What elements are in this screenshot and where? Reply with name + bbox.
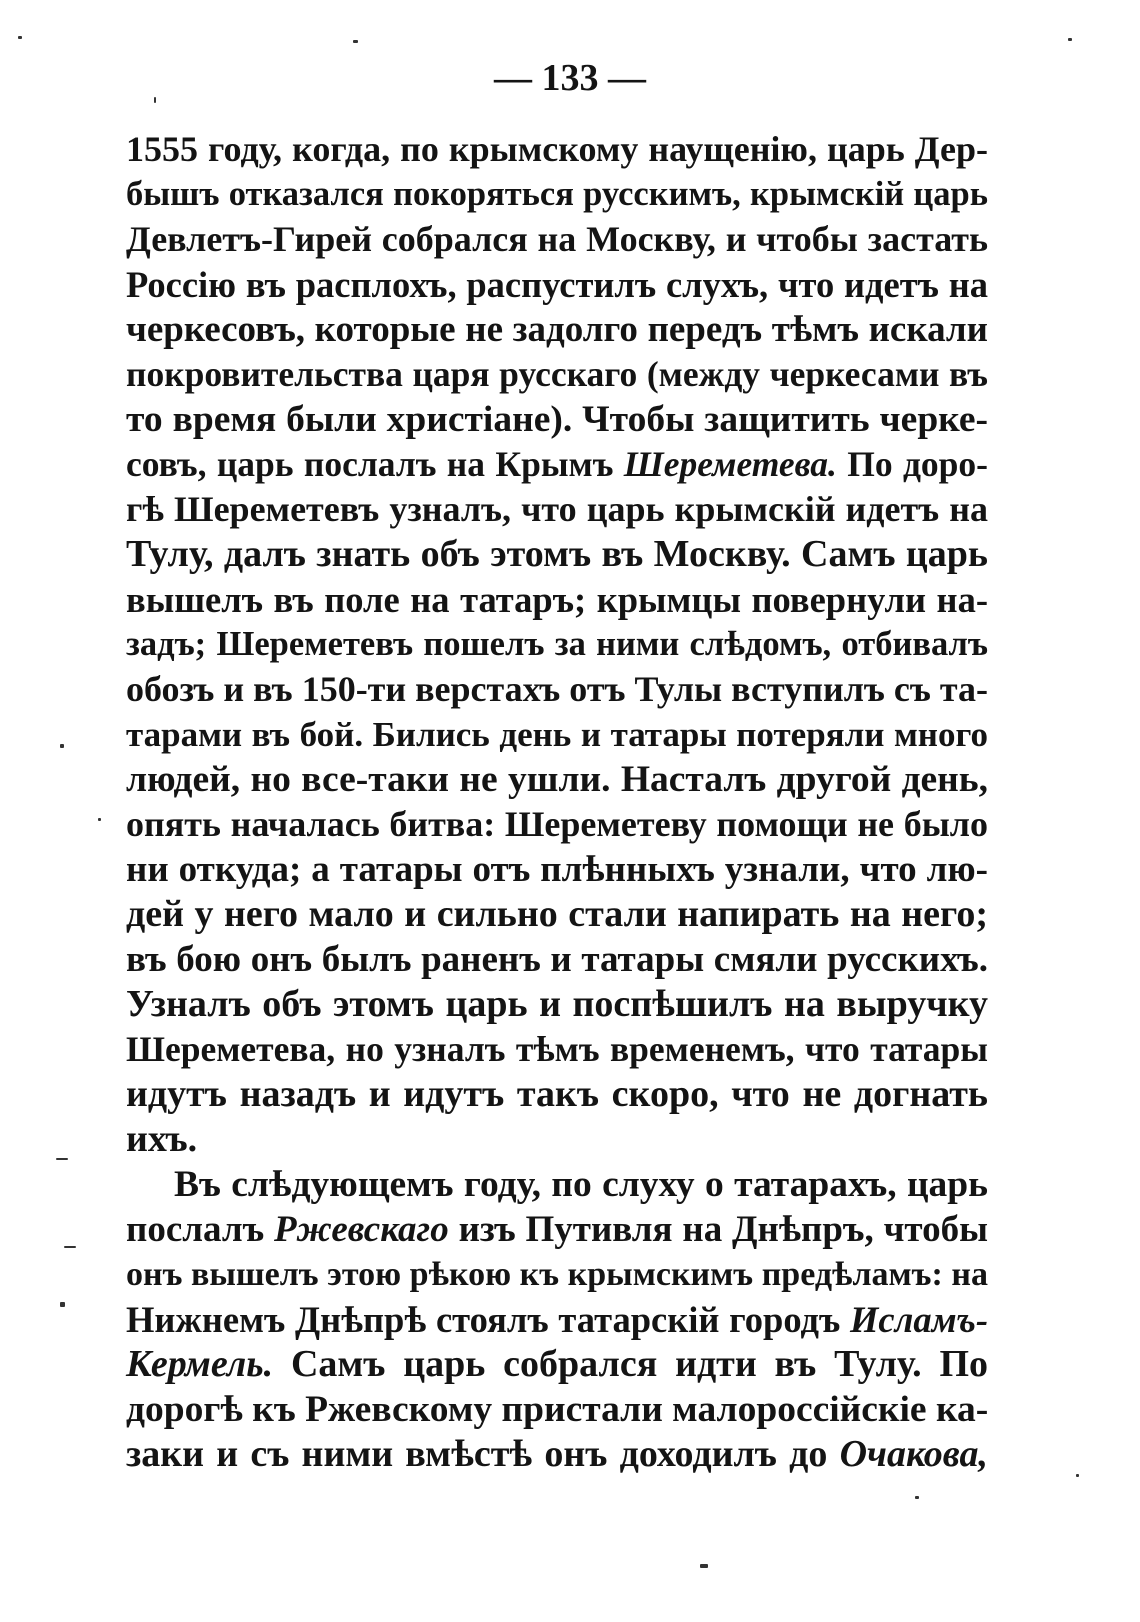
print-speck <box>915 1496 919 1499</box>
text-line <box>126 712 988 757</box>
text-line <box>126 397 988 442</box>
text-line <box>126 442 988 487</box>
text-segment: Узналъ объ этомъ царь и поспѣшилъ на выручку <box>126 983 988 1025</box>
text-line <box>126 757 988 802</box>
italic-name: Шереметева. <box>623 444 837 484</box>
text-segment: По доро- <box>836 444 988 484</box>
text-line <box>126 622 988 667</box>
print-speck <box>700 1564 708 1568</box>
text-line <box>126 892 988 937</box>
text-segment: опять началась битва: Шереметеву помощи не было <box>126 804 988 844</box>
text-line <box>126 262 988 307</box>
text-segment: задъ; Шереметевъ пошелъ за ними слѣдомъ, отбивалъ <box>126 625 988 663</box>
text-segment: вышелъ въ поле на татаръ; крымцы повернули на- <box>126 579 988 620</box>
text-segment: Девлетъ-Гирей собрался на Москву, и чтобы застать <box>126 219 988 259</box>
print-speck <box>1068 38 1072 41</box>
text-segment: обозъ и въ 150-ти верстахъ отъ Тулы вступилъ съ та- <box>126 669 988 709</box>
print-speck <box>353 40 358 43</box>
text-line <box>126 127 988 172</box>
text-segment: тарами въ бой. Бились день и татары потеряли много <box>126 715 988 754</box>
print-speck <box>18 36 22 39</box>
text-segment: дорогѣ къ Ржевскому пристали малороссійскіе ка- <box>126 1389 989 1430</box>
text-segment: бышъ отказался покоряться русскимъ, крымскій царь <box>126 175 988 213</box>
text-segment: покровительства царя русскаго (между черкесами въ <box>126 354 988 394</box>
text-line <box>126 352 988 397</box>
text-segment: Тулу, далъ знать объ этомъ въ Москву. Самъ царь <box>126 533 988 575</box>
print-speck <box>64 1246 76 1248</box>
italic-name: Очакова, <box>839 1433 988 1475</box>
page-number: — 133 — <box>494 57 646 99</box>
text-segment: идутъ назадъ и идутъ такъ скоро, что не догнать <box>126 1073 988 1115</box>
text-line <box>126 1117 988 1162</box>
text-segment: людей, но все-таки не ушли. Насталъ другой день, <box>126 759 988 800</box>
text-segment: послалъ <box>126 1209 274 1250</box>
text-segment: Россію въ расплохъ, распустилъ слухъ, что идетъ на <box>126 264 988 305</box>
text-segment: въ бою онъ былъ раненъ и татары смяли русскихъ. <box>126 939 988 980</box>
text-line <box>126 1207 988 1252</box>
text-line <box>126 982 988 1027</box>
print-speck <box>60 1302 65 1307</box>
text-segment: черкесовъ, которые не задолго передъ тѣмъ искали <box>126 309 988 350</box>
print-speck <box>98 818 101 821</box>
text-segment: Нижнемъ Днѣпрѣ стоялъ татарскій городъ <box>126 1299 851 1340</box>
text-line <box>126 802 988 847</box>
text-segment: совъ, царь послалъ на Крымъ <box>126 444 624 484</box>
text-line <box>126 1342 988 1387</box>
text-segment: гѣ Шереметевъ узналъ, что царь крымскій идетъ на <box>126 489 988 529</box>
text-line <box>126 1162 988 1207</box>
text-line <box>126 1027 988 1072</box>
print-speck <box>1076 1474 1079 1477</box>
text-segment: ни откуда; а татары отъ плѣнныхъ узнали, что лю- <box>126 849 988 890</box>
print-speck <box>60 744 64 748</box>
text-line <box>126 487 988 532</box>
text-segment: Въ слѣдующемъ году, по слуху о татарахъ, царь <box>174 1164 988 1205</box>
text-segment: Шереметева, но узналъ тѣмъ временемъ, что татары <box>126 1029 988 1069</box>
text-line <box>126 1072 988 1117</box>
text-segment: дей у него мало и сильно стали напирать на него; <box>126 893 988 935</box>
text-segment: онъ вышелъ этою рѣкою къ крымскимъ предѣламъ: на <box>126 1256 988 1293</box>
text-line <box>126 667 988 712</box>
text-segment: то время были христіане). Чтобы защитить черке- <box>126 399 988 440</box>
text-line <box>126 307 988 352</box>
text-line <box>126 1252 988 1297</box>
italic-name: Кермель. <box>126 1343 274 1385</box>
text-segment: заки и съ ними вмѣстѣ онъ доходилъ до <box>126 1433 840 1475</box>
text-segment: изъ Путивля на Днѣпръ, чтобы <box>448 1209 989 1250</box>
text-segment: ихъ. <box>126 1118 198 1160</box>
italic-name: Ржевскаго <box>274 1209 449 1250</box>
text-line <box>126 847 988 892</box>
text-line <box>126 1387 988 1432</box>
text-line <box>126 937 988 982</box>
text-line <box>126 217 988 262</box>
text-line <box>126 532 988 577</box>
print-speck <box>56 1158 68 1160</box>
print-speck <box>154 97 156 103</box>
text-segment: Самъ царь собрался идти въ Тулу. По <box>273 1343 988 1385</box>
text-line <box>126 172 988 217</box>
text-line <box>126 1432 988 1477</box>
text-line <box>126 1297 988 1342</box>
italic-name: Исламъ- <box>850 1299 988 1340</box>
text-segment: 1555 году, когда, по крымскому наущенію, царь Дер- <box>126 129 988 169</box>
body-text <box>126 127 988 1477</box>
text-line <box>126 577 988 622</box>
